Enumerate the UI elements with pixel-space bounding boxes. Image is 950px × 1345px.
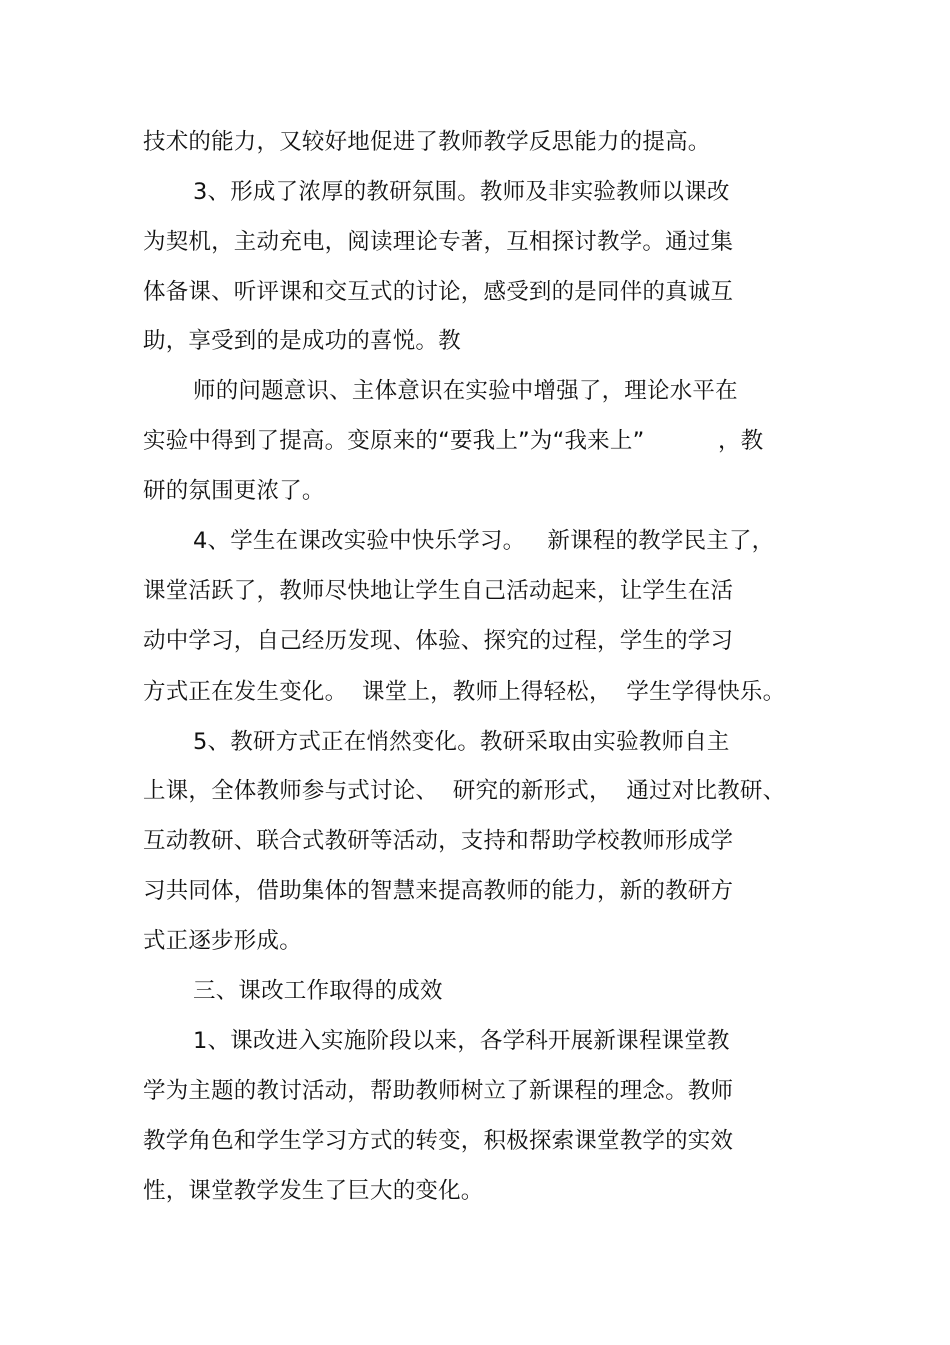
text-line: 教学角色和学生学习方式的转变，积极探索课堂教学的实效 xyxy=(143,1128,734,1154)
text-line: 技术的能力，又较好地促进了教师教学反思能力的提高。 xyxy=(143,129,711,155)
text-line: 5、教研方式正在悄然变化。教研采取由实验教师自主 xyxy=(193,729,730,755)
text-line: 动中学习，自己经历发现、体验、探究的过程，学生的学习 xyxy=(143,628,734,654)
text-line: 研的氛围更浓了。 xyxy=(143,478,325,504)
section-heading: 三、课改工作取得的成效 xyxy=(193,978,443,1004)
text-line: 助，享受到的是成功的喜悦。教 xyxy=(143,328,461,354)
text-line: 上课，全体教师参与式讨论、 研究的新形式， 通过对比教研、 xyxy=(143,778,786,804)
text-line: 实验中得到了提高。变原来的“要我上”为“我来上” ，教 xyxy=(143,428,764,454)
text-line: 课堂活跃了，教师尽快地让学生自己活动起来，让学生在活 xyxy=(143,578,734,604)
text-line: 习共同体，借助集体的智慧来提高教师的能力，新的教研方 xyxy=(143,878,734,904)
text-line: 学为主题的教讨活动，帮助教师树立了新课程的理念。教师 xyxy=(143,1078,734,1104)
text-line: 互动教研、联合式教研等活动，支持和帮助学校教师形成学 xyxy=(143,828,734,854)
text-line: 性，课堂教学发生了巨大的变化。 xyxy=(143,1178,484,1204)
text-line: 3、形成了浓厚的教研氛围。教师及非实验教师以课改 xyxy=(193,179,730,205)
text-line: 为契机，主动充电，阅读理论专著，互相探讨教学。通过集 xyxy=(143,229,734,255)
text-line: 师的问题意识、主体意识在实验中增强了，理论水平在 xyxy=(193,378,738,404)
text-line: 体备课、听评课和交互式的讨论，感受到的是同伴的真诚互 xyxy=(143,279,734,305)
text-line: 1、课改进入实施阶段以来，各学科开展新课程课堂教 xyxy=(193,1028,730,1054)
text-line: 4、学生在课改实验中快乐学习。 新课程的教学民主了， xyxy=(193,528,775,554)
text-line: 方式正在发生变化。 课堂上，教师上得轻松， 学生学得快乐。 xyxy=(143,679,786,705)
text-line: 式正逐步形成。 xyxy=(143,928,302,954)
